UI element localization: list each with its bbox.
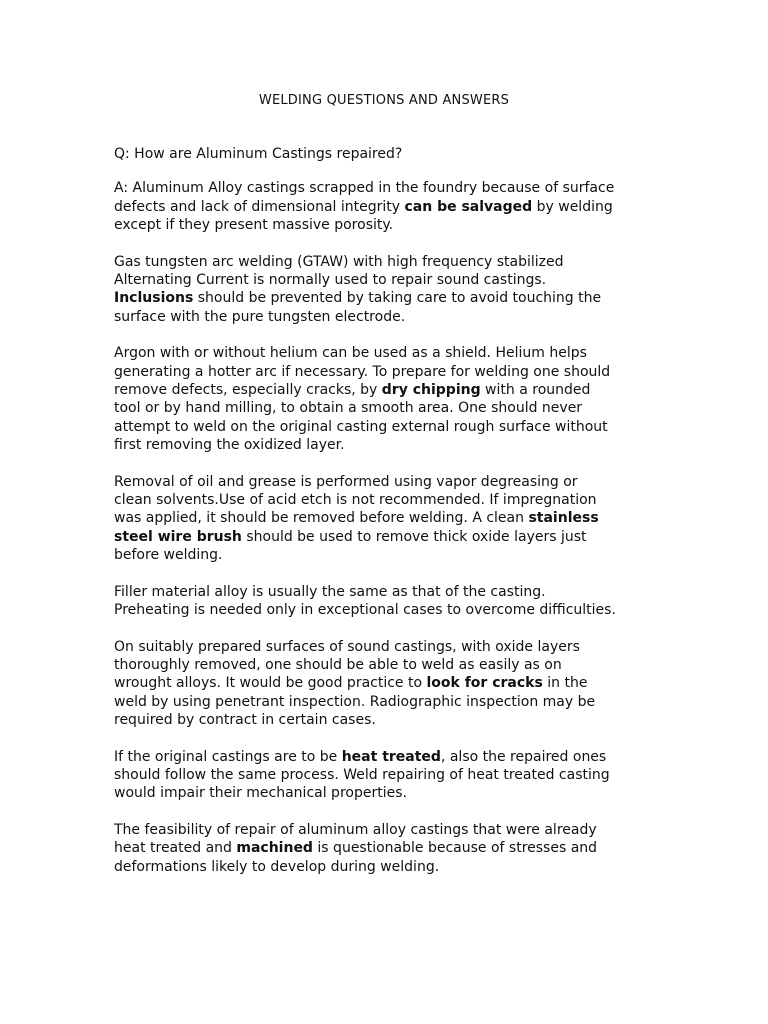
text-run: should be prevented by taking care to avoid touching the: [193, 290, 602, 307]
text-line: [114, 509, 644, 527]
text-run: defects and lack of dimensional integrity: [114, 198, 405, 215]
answer-paragraph: [114, 638, 644, 729]
text-run: Filler material alloy is usually the same as that of the casting.: [114, 583, 546, 600]
text-line: [114, 491, 644, 509]
text-line: [114, 638, 644, 656]
text-run: surface with the pure tungsten electrode.: [114, 308, 406, 325]
text-run: first removing the oxidized layer.: [114, 436, 345, 453]
text-run: would impair their mechanical properties.: [114, 785, 407, 802]
text-line: [114, 363, 644, 381]
document-body: [114, 145, 644, 895]
text-run: remove defects, especially cracks, by: [114, 381, 382, 398]
text-run: should be used to remove thick oxide layers just: [241, 528, 587, 545]
text-line: [114, 253, 644, 271]
text-line: [114, 693, 644, 711]
text-line: [114, 271, 644, 289]
answer-paragraph: [114, 748, 644, 803]
text-line: [114, 821, 644, 839]
text-line: [114, 674, 644, 692]
text-run: On suitably prepared surfaces of sound castings, with oxide layers: [114, 638, 580, 655]
text-line: [114, 436, 644, 454]
text-run: Preheating is needed only in exceptional cases to overcome difficulties.: [114, 601, 616, 618]
text-run: was applied, it should be removed before welding. A clean: [114, 510, 529, 527]
text-run: is questionable because of stresses and: [312, 840, 598, 857]
answer-paragraph: [114, 583, 644, 620]
text-line: [114, 656, 644, 674]
text-run: If the original castings are to be: [114, 748, 342, 765]
text-run: generating a hotter arc if necessary. To prepare for welding one should: [114, 363, 611, 380]
text-line: [114, 473, 644, 491]
text-line: [114, 839, 644, 857]
text-line: [114, 344, 644, 362]
text-run: , also the repaired ones: [440, 748, 607, 765]
text-line: [114, 784, 644, 802]
text-line: [114, 308, 644, 326]
text-run: wrought alloys. It would be good practice to: [114, 675, 427, 692]
emphasized-text: stainless: [528, 510, 599, 527]
text-run: attempt to weld on the original casting external rough surface without: [114, 418, 608, 435]
emphasized-text: look for cracks: [426, 675, 543, 692]
text-line: [114, 601, 644, 619]
text-line: [114, 711, 644, 729]
text-run: Removal of oil and grease is performed using vapor degreasing or: [114, 473, 578, 490]
text-run: deformations likely to develop during welding.: [114, 858, 440, 875]
emphasized-text: heat treated: [341, 748, 441, 765]
text-run: heat treated and: [114, 840, 237, 857]
text-run: clean solvents.Use of acid etch is not recommended. If impregnation: [114, 491, 597, 508]
text-run: A: Aluminum Alloy castings scrapped in the foundry because of surface: [114, 180, 615, 197]
answer-section: [114, 179, 644, 876]
text-run: except if they present massive porosity.: [114, 216, 394, 233]
text-run: should follow the same process. Weld repairing of heat treated casting: [114, 767, 610, 784]
answer-paragraph: [114, 473, 644, 564]
emphasized-text: dry chipping: [381, 381, 481, 398]
emphasized-text: steel wire brush: [114, 528, 242, 545]
text-line: [114, 399, 644, 417]
answer-paragraph: [114, 179, 644, 234]
text-line: [114, 858, 644, 876]
document-title: WELDING QUESTIONS AND ANSWERS: [258, 93, 510, 108]
text-run: weld by using penetrant inspection. Radiographic inspection may be: [114, 693, 596, 710]
text-line: [114, 418, 644, 436]
text-run: in the: [542, 675, 588, 692]
text-line: [114, 546, 644, 564]
emphasized-text: Inclusions: [114, 290, 194, 307]
text-run: thoroughly removed, one should be able to weld as easily as on: [114, 657, 562, 674]
text-line: [114, 528, 644, 546]
text-line: [114, 583, 644, 601]
text-line: [114, 289, 644, 307]
question-text: Q: How are Aluminum Castings repaired?: [114, 146, 403, 162]
text-run: Gas tungsten arc welding (GTAW) with high frequency stabilized: [114, 253, 564, 270]
text-run: The feasibility of repair of aluminum alloy castings that were already: [114, 822, 597, 839]
text-run: Argon with or without helium can be used as a shield. Helium helps: [114, 345, 587, 362]
text-run: before welding.: [114, 546, 223, 563]
text-run: required by contract in certain cases.: [114, 711, 376, 728]
text-line: [114, 748, 644, 766]
text-run: by welding: [532, 198, 613, 215]
text-line: [114, 381, 644, 399]
text-run: with a rounded: [480, 381, 591, 398]
text-line: [114, 179, 644, 197]
answer-paragraph: [114, 821, 644, 876]
emphasized-text: can be salvaged: [404, 198, 533, 215]
text-run: Alternating Current is normally used to repair sound castings.: [114, 271, 547, 288]
answer-paragraph: [114, 344, 644, 454]
text-line: [114, 216, 644, 234]
text-line: [114, 198, 644, 216]
text-run: tool or by hand milling, to obtain a smooth area. One should never: [114, 400, 583, 417]
answer-paragraph: [114, 253, 644, 326]
emphasized-text: machined: [236, 840, 313, 857]
text-line: [114, 766, 644, 784]
